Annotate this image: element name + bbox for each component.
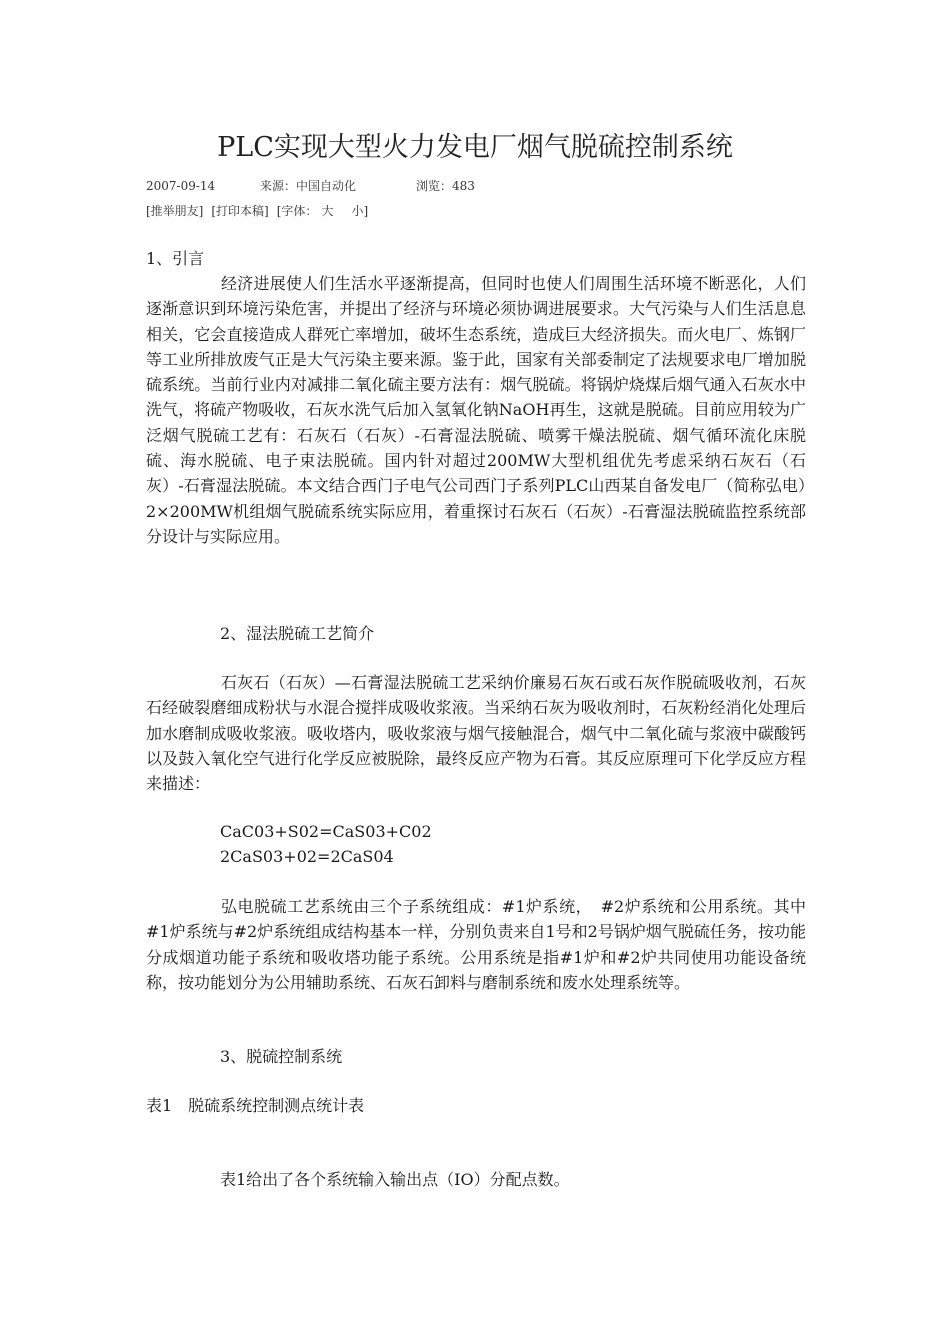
- section-2-paragraph-2: 弘电脱硫工艺系统由三个子系统组成：#1炉系统， #2炉系统和公用系统。其中#1炉系统与#2炉系统组成结构基本一样，分别负责来自1号和2号锅炉烟气脱硫任务，按功能分成烟道功能子系统和吸收塔功能子系统。公用系统是指#1炉和#2炉共同使用功能设备统称，按功能划分为公用辅助系统、石灰石卸料与磨制系统和废水处理系统等。: [146, 897, 806, 992]
- view-count: 浏览：483: [416, 179, 475, 193]
- font-large-link[interactable]: 大: [321, 204, 334, 218]
- article-title: PLC实现大型火力发电厂烟气脱硫控制系统: [217, 132, 733, 163]
- article-meta: [146, 178, 475, 194]
- closing-paragraph: 表1给出了各个系统输入输出点（IO）分配点数。: [220, 1170, 570, 1189]
- section-1-paragraph: 经济进展使人们生活水平逐渐提高，但同时也使人们周围生活环境不断恶化，人们逐渐意识到环境污染危害，并提出了经济与环境必须协调进展要求。大气污染与人们生活息息相关，它会直接造成人群死亡率增加，破坏生态系统，造成巨大经济损失。而火电厂、炼钢厂等工业所排放废气正是大气污染主要来源。鉴于此，国家有关部委制定了法规要求电厂增加脱硫系统。当前行业内对减排二氧化硫主要方法有：烟气脱硫。将锅炉烧煤后烟气通入石灰水中洗气，将硫产物吸收，石灰水洗气后加入氢氧化钠NaOH再生，这就是脱硫。目前应用较为广泛烟气脱硫工艺有：石灰石（石灰）-石膏湿法脱硫、喷雾干燥法脱硫、烟气循环流化床脱硫、海水脱硫、电子束法脱硫。国内针对超过200MW大型机组优先考虑采纳石灰石（石灰）-石膏湿法脱硫。本文结合西门子电气公司西门子系列PLC山西某自备发电厂（简称弘电）2×200MW机组烟气脱硫系统实际应用，着重探讨石灰石（石灰）-石膏湿法脱硫监控系统部分设计与实际应用。: [146, 274, 806, 546]
- equation-1: CaC03+S02=CaS03+C02: [220, 822, 432, 841]
- publish-date: 2007-09-14: [146, 179, 216, 193]
- equation-2: 2CaS03+02=2CaS04: [220, 847, 394, 866]
- section-1-heading: 1、引言: [146, 249, 205, 268]
- print-article-link[interactable]: [打印本稿]: [211, 204, 269, 218]
- article-actions: [146, 203, 368, 219]
- section-2-paragraph: 石灰石（石灰）—石膏湿法脱硫工艺采纳价廉易石灰石或石灰作脱硫吸收剂，石灰石经破裂磨细成粉状与水混合搅拌成吸收浆液。当采纳石灰为吸收剂时，石灰粉经消化处理后加水磨制成吸收浆液。吸收塔内，吸收浆液与烟气接触混合，烟气中二氧化硫与浆液中碳酸钙以及鼓入氧化空气进行化学反应被脱除，最终反应产物为石膏。其反应原理可下化学反应方程来描述：: [146, 673, 806, 794]
- table-caption: 表1 脱硫系统控制测点统计表: [146, 1096, 365, 1115]
- recommend-friend-link[interactable]: [推举朋友]: [146, 204, 204, 218]
- font-size-label: [字体：: [276, 204, 318, 218]
- section-2-heading: 2、湿法脱硫工艺简介: [220, 624, 375, 643]
- article-source: 来源：中国自动化: [260, 179, 357, 193]
- font-small-link[interactable]: 小]: [351, 204, 369, 218]
- section-3-heading: 3、脱硫控制系统: [220, 1047, 343, 1066]
